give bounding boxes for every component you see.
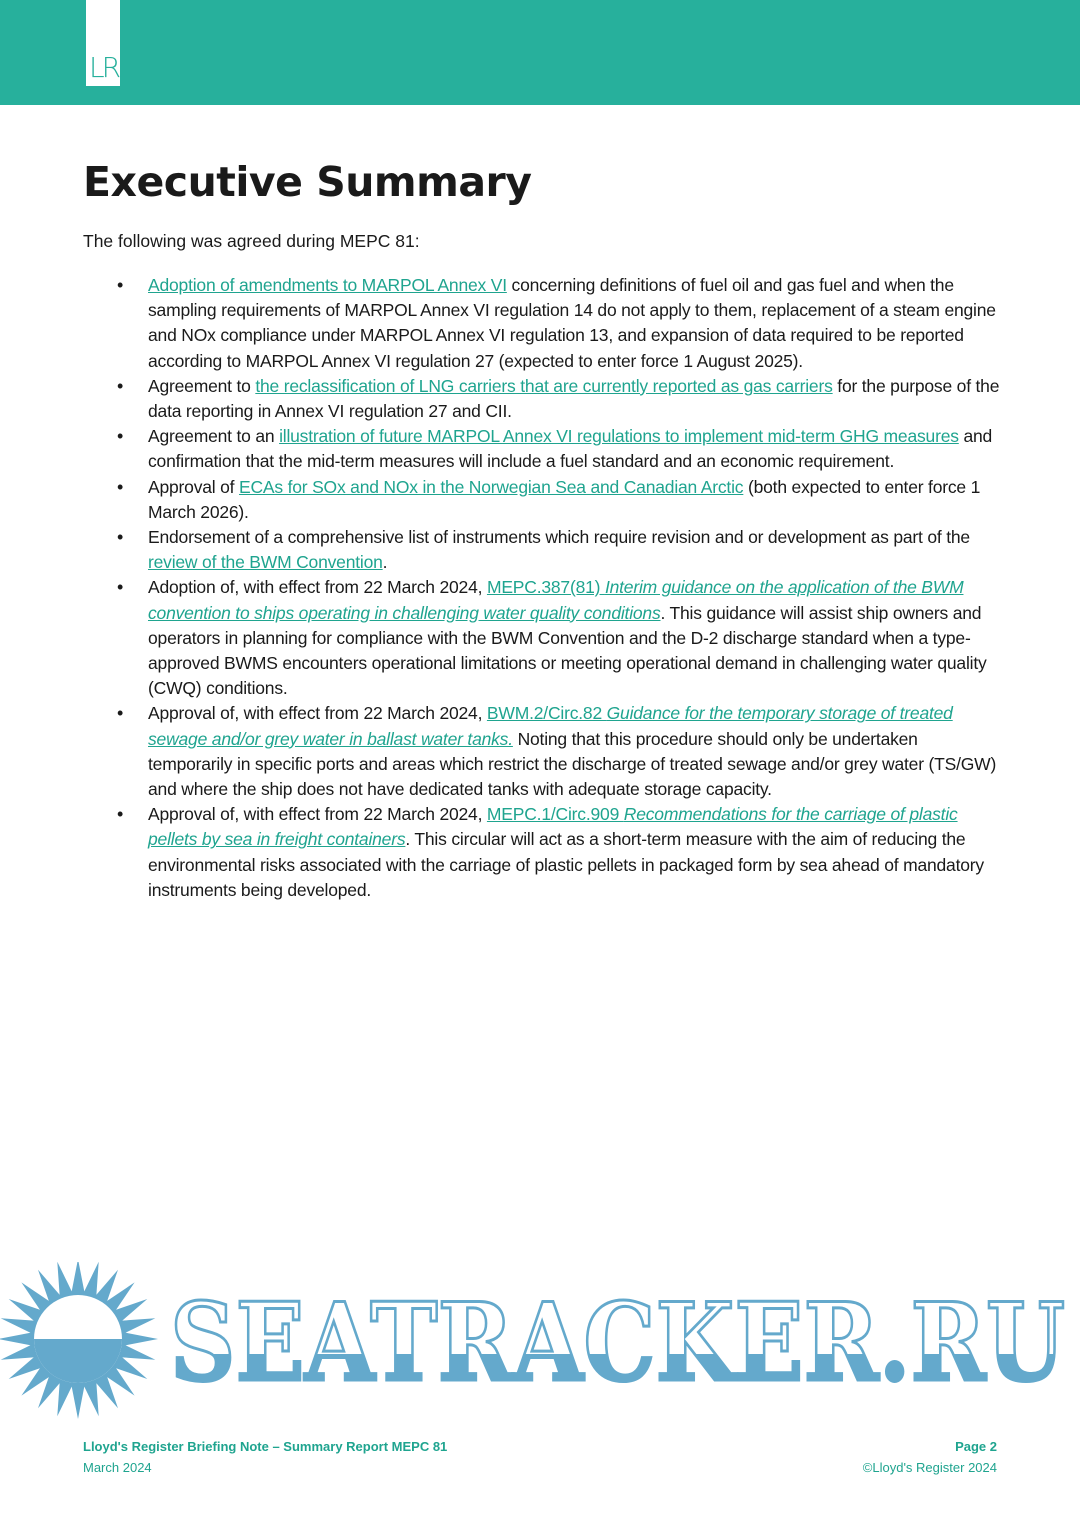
link-title[interactable]: Recommendations for the carriage of plastic pellets by sea in freight containers	[148, 804, 958, 850]
link-text[interactable]: MEPC.387(81)	[486, 577, 605, 598]
footer-date: March 2024	[83, 1460, 152, 1475]
list-item	[148, 374, 1000, 424]
link-text[interactable]: the reclassification of LNG carriers that are currently reported as gas carriers	[255, 375, 833, 396]
item-text: . This circular will act as a short-term measure with the aim of reducing the environmental risks associated with the carriage of plastic pellets in packaged form by sea ahead of mandatory instruments being developed.	[148, 829, 984, 900]
link-text[interactable]: BWM.2/Circ.82	[486, 703, 607, 724]
list-item	[148, 273, 1000, 374]
list-item	[148, 525, 1000, 575]
item-link[interactable]	[255, 376, 832, 396]
link-text[interactable]: illustration of future MARPOL Annex VI regulations to implement mid-term GHG measures	[279, 426, 959, 447]
item-text: Approval of, with effect from 22 March 2024,	[148, 804, 487, 825]
item-text: Approval of, with effect from 22 March 2024,	[148, 703, 487, 724]
item-text: Noting that this procedure should only be undertaken temporarily in specific ports and areas which restrict the discharge of treated sewage and/or grey water (TS/GW) and where the ship does not have dedicated tanks with adequate storage capacity.	[148, 728, 997, 800]
item-text: . This guidance will assist ship owners and operators in planning for compliance with the BWM Convention and the D-2 discharge standard when a type-approved BWMS encounters operational limitations or meeting operational demand in challenging water quality (CWQ) conditions.	[148, 602, 987, 699]
lr-logo	[86, 0, 120, 86]
link-text[interactable]: ECAs for SOx and NOx in the Norwegian Sea and Canadian Arctic	[239, 476, 744, 497]
item-text: and confirmation that the mid-term measures will include a fuel standard and an economic requirement.	[148, 426, 993, 472]
link-title[interactable]: Interim guidance on the application of the BWM convention to ships operating in challenging water quality conditions	[148, 577, 964, 623]
item-text: for the purpose of the data reporting in Annex VI regulation 27 and CII.	[148, 375, 1000, 422]
watermark	[0, 1262, 1080, 1419]
lr-logo-text: LR	[89, 51, 119, 84]
item-link[interactable]	[279, 426, 959, 446]
intro-text: The following was agreed during MEPC 81:	[83, 231, 420, 251]
footer-copyright: ©Lloyd's Register 2024	[862, 1460, 997, 1475]
link-text[interactable]: review of the BWM Convention	[148, 552, 383, 573]
list-item	[148, 701, 1000, 802]
item-link[interactable]	[148, 275, 507, 295]
item-text: Endorsement of a comprehensive list of instruments which require revision and or development as part of the	[148, 527, 970, 548]
link-title[interactable]: Guidance for the temporary storage of treated sewage and/or grey water in ballast water tanks.	[148, 703, 953, 749]
list-item	[148, 475, 1000, 525]
item-link[interactable]	[148, 552, 383, 572]
header-bar	[0, 0, 1080, 105]
footer-doc-title: Lloyd's Register Briefing Note – Summary Report MEPC 81	[83, 1439, 448, 1454]
item-text: concerning definitions of fuel oil and gas fuel and when the sampling requirements of MARPOL Annex VI regulation 14 do not apply to them, replacement of a steam engine and NOx compliance under MARPOL Annex VI regulation 13, and expansion of data required to be reported according to MARPOL Annex VI regulation 27 (expected to enter force 1 August 2025).	[148, 275, 996, 371]
footer-page: Page 2	[955, 1439, 997, 1454]
link-text[interactable]: Adoption of amendments to MARPOL Annex VI	[148, 275, 507, 295]
item-text: Agreement to an	[148, 426, 280, 447]
page-title: Executive Summary	[83, 158, 532, 206]
item-text: Agreement to	[148, 375, 256, 396]
item-text: Approval of	[148, 476, 239, 497]
link-text[interactable]: MEPC.1/Circ.909	[486, 804, 624, 825]
item-link[interactable]	[239, 477, 743, 497]
list-item	[148, 802, 1000, 903]
sun-icon	[0, 1262, 158, 1419]
watermark-text: SEATRACKER.RU	[170, 1280, 1065, 1406]
list-item	[148, 424, 1000, 474]
item-text: Adoption of, with effect from 22 March 2024,	[148, 577, 487, 598]
item-text: .	[382, 552, 388, 573]
item-text: (both expected to enter force 1 March 2026).	[148, 476, 981, 522]
summary-list	[148, 273, 1000, 903]
list-item	[148, 575, 1000, 701]
